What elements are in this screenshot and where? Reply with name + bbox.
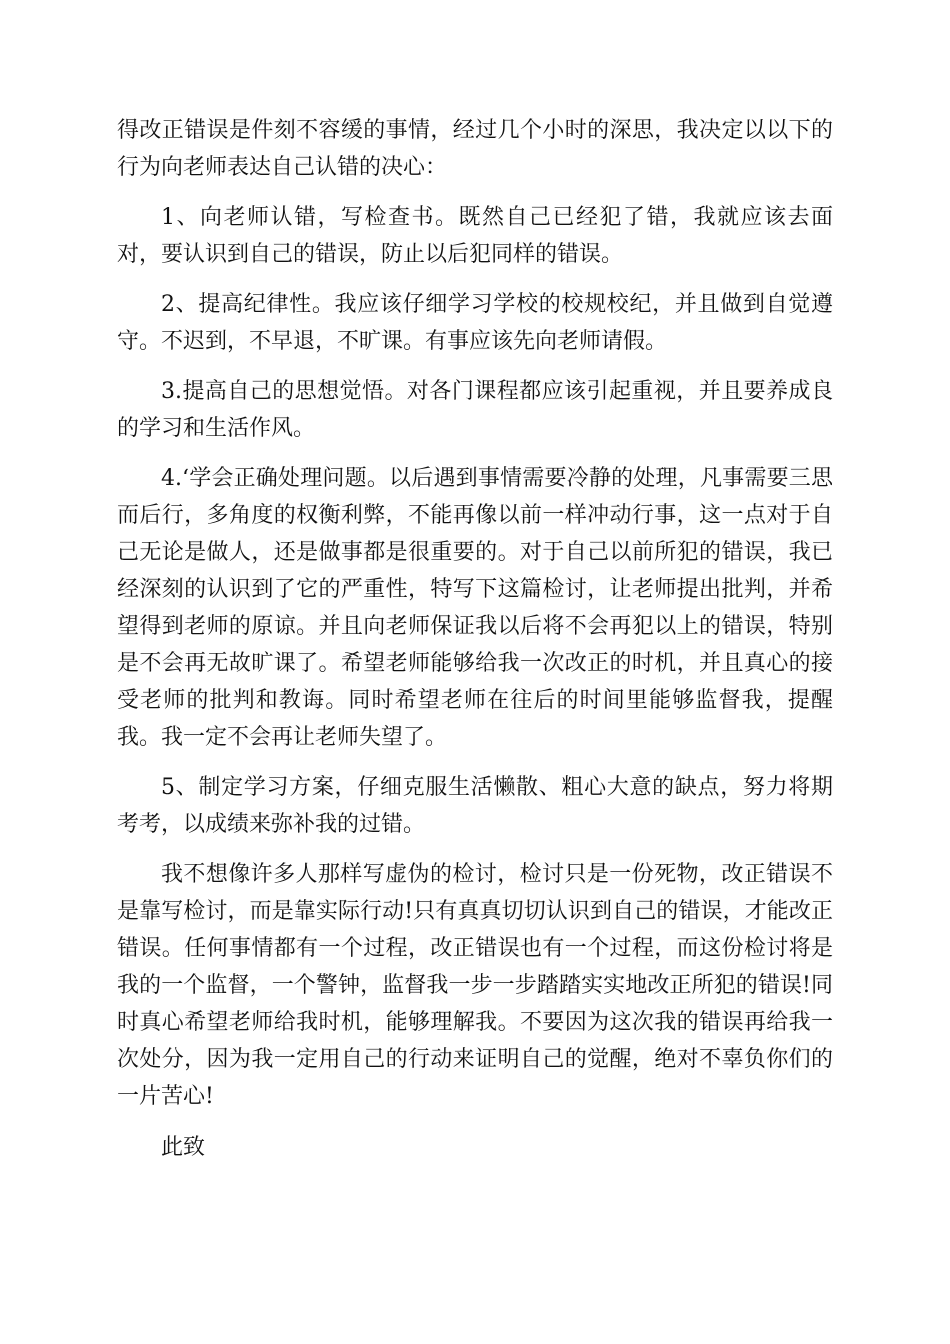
paragraph-conclusion: 我不想像许多人那样写虚伪的检讨，检讨只是一份死物，改正错误不是靠写检讨，而是靠实际行动!只有真真切切认识到自己的错误，才能改正错误。任何事情都有一个过程，改正错误也有一个过程，而这份检讨将是我的一个监督，一个警钟，监督我一步一步踏踏实实地改正所犯的错误!同时真心希望老师给我时机，能够理解我。不要因为这次我的错误再给我一次处分，因为我一定用自己的行动来证明自己的觉醒，绝对不辜负你们的一片苦心!	[117, 862, 833, 1109]
closing-salutation: 此致	[161, 1135, 206, 1160]
document-body	[117, 112, 833, 1179]
paragraph-item-4: 4.‘学会正确处理问题。以后遇到事情需要冷静的处理，凡事需要三思而后行，多角度的权衡利弊，不能再像以前一样冲动行事，这一点对于自己无论是做人，还是做事都是很重要的。对于自己以前所犯的错误，我已经深刻的认识到了它的严重性，特写下这篇检讨，让老师提出批判，并希望得到老师的原谅。并且向老师保证我以后将不会再犯以上的错误，特别是不会再无故旷课了。希望老师能够给我一次改正的时机，并且真心的接受老师的批判和教诲。同时希望老师在往后的时间里能够监督我，提醒我。我一定不会再让老师失望了。	[117, 466, 833, 750]
paragraph-continuation: 得改正错误是件刻不容缓的事情，经过几个小时的深思，我决定以以下的行为向老师表达自己认错的决心：	[117, 118, 833, 180]
paragraph-item-5: 5、制定学习方案，仔细克服生活懒散、粗心大意的缺点，努力将期考考，以成绩来弥补我的过错。	[117, 775, 833, 837]
paragraph-item-1: 1、向老师认错，写检查书。既然自己已经犯了错，我就应该去面对，要认识到自己的错误，防止以后犯同样的错误。	[117, 205, 833, 267]
paragraph-item-3: 3.提高自己的思想觉悟。对各门课程都应该引起重视，并且要养成良的学习和生活作风。	[117, 379, 833, 441]
paragraph-item-2: 2、提高纪律性。我应该仔细学习学校的校规校纪，并且做到自觉遵守。不迟到，不早退，不旷课。有事应该先向老师请假。	[117, 292, 833, 354]
